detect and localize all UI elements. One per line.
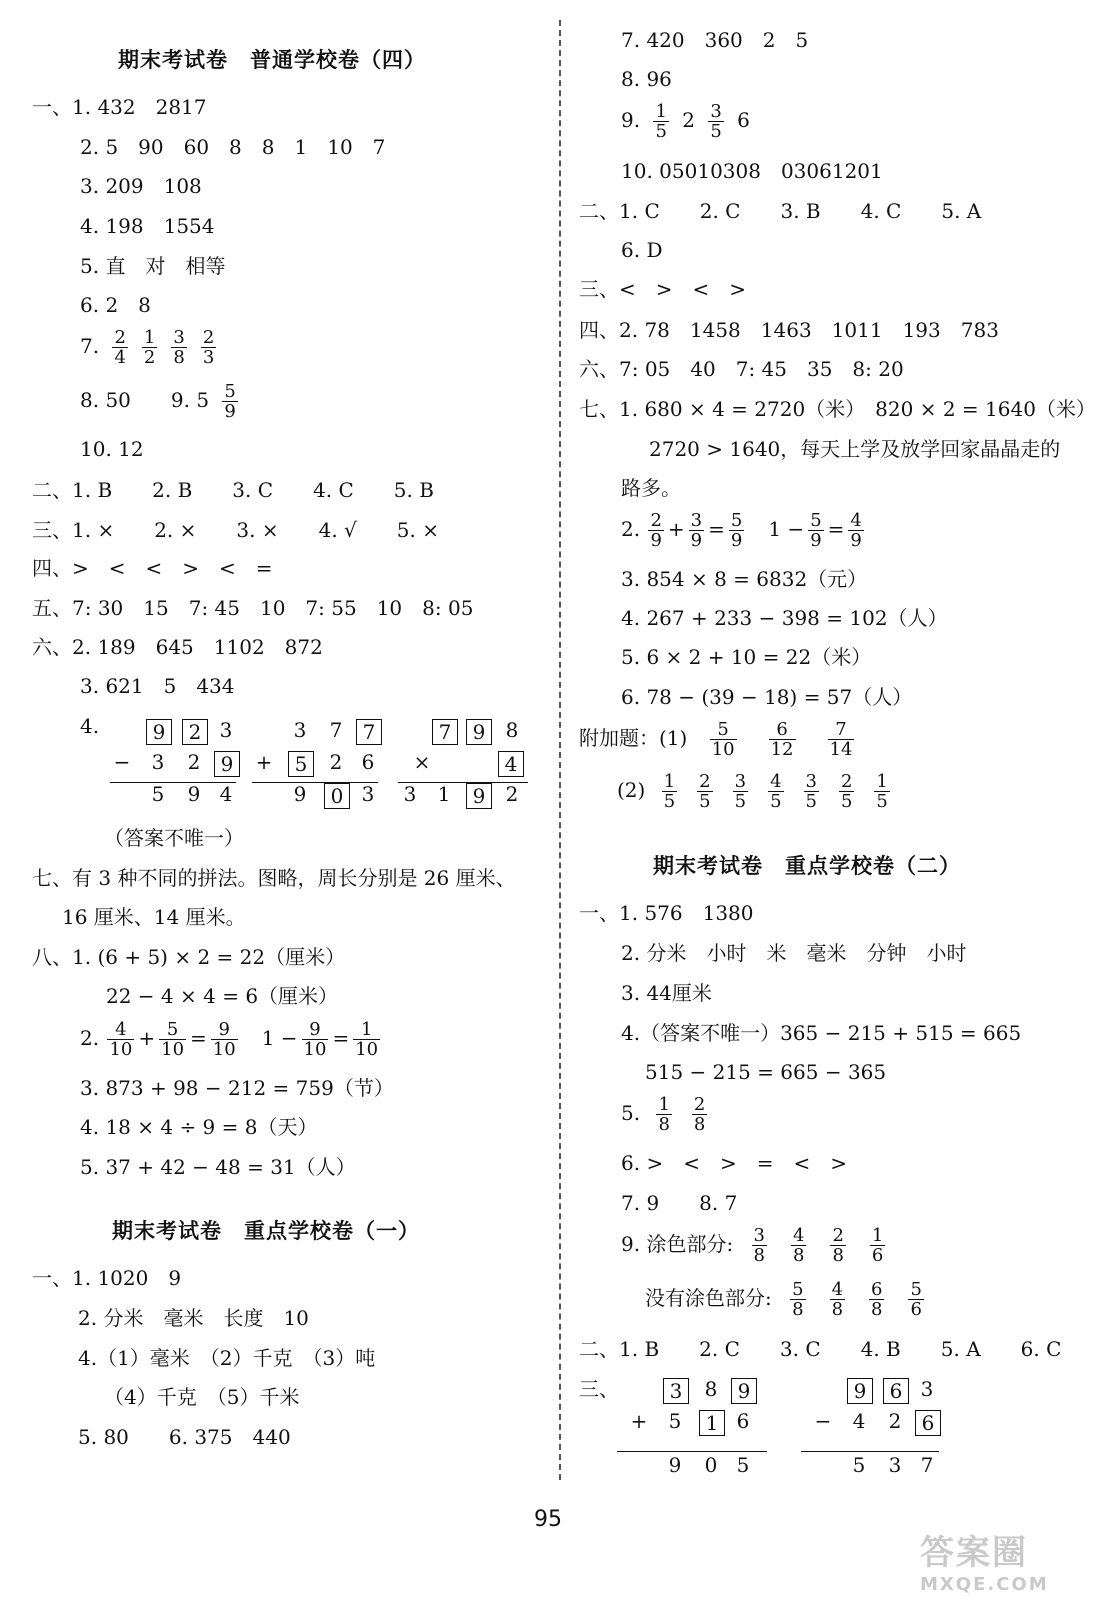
digit: 0: [704, 1453, 718, 1477]
answer-line: 2720 > 1640，每天上学及放学回家晶晶走的: [649, 437, 1061, 461]
answer-line: 四、2. 78 1458 1463 1011 193 783: [579, 318, 999, 342]
answer-line: 3. 873 + 98 − 212 = 759（节）: [80, 1076, 394, 1100]
answer-line: 2. 5 90 60 8 8 1 10 7: [80, 135, 386, 159]
fraction: $\frac{1}{6}$: [871, 1225, 884, 1266]
fraction: $\frac{2}{3}$: [202, 327, 215, 368]
answer-line: 7. 420 360 2 5: [621, 28, 809, 52]
fraction: $\frac{4}{8}$: [793, 1225, 805, 1266]
boxed-digit: 1: [699, 1410, 725, 1436]
fraction: $\frac{7}{14}$: [829, 719, 853, 760]
item-text: 没有涂色部分:: [645, 1286, 772, 1310]
fraction-group: [740, 1225, 898, 1266]
boxed-digit: 5: [288, 751, 314, 777]
operator: 1 −: [748, 517, 805, 541]
digit: 3: [920, 1377, 934, 1401]
digit: 2: [329, 750, 343, 774]
answer-line: 四、> < < > < =: [32, 556, 273, 580]
boxed-digit: 9: [146, 719, 172, 745]
calc-row: [811, 1375, 937, 1407]
operator: +: [667, 517, 685, 541]
fraction-group: [778, 1279, 936, 1320]
answer-line: 10. 12: [80, 437, 144, 461]
fraction: $\frac{5}{9}$: [810, 510, 822, 551]
answer-line: 4.（1）毫米 （2）千克 （3）吨: [78, 1346, 376, 1370]
answer-line: 六、7: 05 40 7: 45 35 8: 20: [579, 357, 904, 381]
answer-line: 4.: [80, 714, 100, 738]
answer-line: 515 − 215 = 665 − 365: [645, 1060, 887, 1084]
answer-line: 4. 198 1554: [80, 214, 215, 238]
answer-line: 路多。: [621, 476, 681, 500]
boxed-digit: 9: [466, 719, 492, 745]
item-text: 8. 50 9. 5: [80, 388, 210, 412]
digit: 1: [437, 782, 451, 806]
digit: −: [814, 1409, 832, 1433]
boxed-digit: 2: [182, 719, 208, 745]
item-text: (2): [617, 778, 646, 802]
answer-line: 2. 分米 小时 米 毫米 分钟 小时: [621, 941, 967, 965]
answer-line: （4）千克 （5）千米: [104, 1385, 300, 1409]
fraction-group: [652, 771, 900, 812]
digit: 7: [920, 1453, 934, 1477]
boxed-digit: 9: [466, 783, 492, 809]
answer-line: 4. 18 × 4 ÷ 9 = 8（天）: [80, 1115, 318, 1139]
answer-line: 6. > < > = < >: [621, 1151, 847, 1175]
fraction: $\frac{6}{12}$: [770, 719, 794, 760]
item-number: 2.: [621, 517, 641, 541]
vertical-calc-2: [252, 716, 378, 812]
digit: 9: [293, 782, 307, 806]
answer-line: 10. 05010308 03061201: [621, 159, 883, 183]
item-text: 附加题：(1): [579, 726, 688, 750]
fraction: $\frac{5}{10}$: [711, 719, 735, 760]
calc-row: [627, 1451, 753, 1483]
answer-line: 2. 分米 毫米 长度 10: [78, 1306, 309, 1330]
digit: 9: [187, 782, 201, 806]
vertical-calc-1: [110, 716, 236, 812]
section-title-1: 期末考试卷 普通学校卷（四）: [118, 48, 426, 72]
fraction: $\frac{9}{10}$: [303, 1019, 327, 1060]
digit: 4: [852, 1409, 866, 1433]
digit: 6: [736, 1409, 750, 1433]
answer-line: 6. D: [621, 238, 663, 262]
operator: 1 −: [241, 1026, 298, 1050]
fraction: $\frac{1}{5}$: [663, 771, 676, 812]
fraction: $\frac{3}{5}$: [805, 771, 817, 812]
digit: 8: [704, 1377, 718, 1401]
answer-line: 七、1. 680 × 4 = 2720（米） 820 × 2 = 1640（米）: [579, 397, 1096, 421]
fraction: $\frac{6}{8}$: [871, 1279, 883, 1320]
answer-line: 三、: [579, 1377, 619, 1401]
boxed-digit: 4: [498, 751, 524, 777]
operator: =: [190, 1026, 207, 1050]
fraction: $\frac{5}{9}$: [224, 381, 236, 422]
fraction: $\frac{3}{5}$: [710, 101, 722, 142]
answer-line: 六、2. 189 645 1102 872: [32, 635, 323, 659]
fraction-line: [80, 382, 245, 421]
fraction-group: [646, 1094, 717, 1135]
digit: 3: [293, 718, 307, 742]
digit: 5: [151, 782, 165, 806]
fraction-group: [694, 719, 871, 760]
fraction-group: [646, 510, 865, 551]
answer-line: 一、1. 576 1380: [579, 901, 754, 925]
digit: 2: [505, 782, 519, 806]
boxed-digit: 6: [915, 1410, 941, 1436]
calc-row: [627, 1407, 753, 1439]
digit: ×: [413, 750, 431, 774]
fraction-equation: [80, 1020, 382, 1059]
operator: =: [708, 517, 725, 541]
answer-line: 一、1. 1020 9: [32, 1266, 182, 1290]
answer-line: 三、< > < >: [579, 277, 747, 301]
fraction: $\frac{9}{10}$: [212, 1019, 236, 1060]
answer-line: 7. 9 8. 7: [621, 1191, 738, 1215]
boxed-digit: 7: [432, 719, 458, 745]
fraction: $\frac{3}{8}$: [173, 327, 185, 368]
boxed-digit: 9: [847, 1378, 873, 1404]
digit: 8: [505, 718, 519, 742]
section-title-3: 期末考试卷 重点学校卷（二）: [653, 854, 961, 878]
fraction-line: [617, 772, 900, 811]
fraction-equation: [621, 511, 866, 550]
fraction: $\frac{3}{9}$: [690, 510, 703, 551]
page-number: 95: [534, 1507, 562, 1532]
digit: 9: [668, 1453, 682, 1477]
answer-line: 一、1. 432 2817: [32, 95, 207, 119]
answer-line: 二、1. B 2. C 3. C 4. B 5. A 6. C: [579, 1337, 1062, 1361]
fraction-group: [105, 327, 223, 368]
item-number: 2.: [80, 1026, 100, 1050]
digit: 4: [219, 782, 233, 806]
answer-line: 6. 2 8: [80, 293, 151, 317]
item-number: 7.: [80, 334, 100, 358]
digit: 3: [361, 782, 375, 806]
digit: 3: [403, 782, 417, 806]
calc-row: [110, 716, 236, 748]
answer-line: 4. 267 + 233 − 398 = 102（人）: [621, 606, 948, 630]
digit: 3: [151, 750, 165, 774]
calc-row: [110, 748, 236, 780]
answer-line: 七、有 3 种不同的拼法。图略，周长分别是 26 厘米、: [32, 866, 516, 890]
fraction: $\frac{5}{10}$: [161, 1019, 185, 1060]
answer-line: 16 厘米、14 厘米。: [62, 905, 246, 929]
calc-row: [398, 748, 528, 780]
fraction: $\frac{4}{8}$: [831, 1279, 844, 1320]
digit: 2: [187, 750, 201, 774]
answer-note: （答案不唯一）: [104, 826, 244, 850]
item-text: 6: [737, 108, 750, 132]
fraction-line: [645, 1280, 936, 1319]
calc-row: [811, 1407, 937, 1439]
digit: 2: [888, 1409, 902, 1433]
item-number: 5.: [621, 1101, 641, 1125]
fraction: $\frac{3}{5}$: [734, 771, 747, 812]
fraction-line: [621, 1226, 897, 1265]
calc-row: [252, 748, 378, 780]
boxed-digit: 3: [663, 1378, 689, 1404]
item-text: 9. 涂色部分:: [621, 1232, 734, 1256]
fraction: $\frac{1}{10}$: [355, 1019, 379, 1060]
answer-line: 3. 44厘米: [621, 981, 712, 1005]
digit: +: [630, 1409, 648, 1433]
digit: 5: [668, 1409, 682, 1433]
answer-line: 二、1. B 2. B 3. C 4. C 5. B: [32, 478, 434, 502]
answer-line: 3. 209 108: [80, 174, 202, 198]
vertical-calc-5: [811, 1375, 937, 1483]
fraction: $\frac{2}{4}$: [114, 327, 126, 368]
digit: 6: [361, 750, 375, 774]
fraction-line: [621, 102, 750, 141]
fraction-line: [621, 1095, 717, 1134]
answer-line: 五、7: 30 15 7: 45 10 7: 55 10 8: 05: [32, 596, 474, 620]
digit: 5: [852, 1453, 866, 1477]
answer-line: 三、1. × 2. × 3. × 4. √ 5. ×: [32, 518, 439, 542]
digit: −: [113, 750, 131, 774]
fraction: $\frac{2}{8}$: [832, 1225, 844, 1266]
calc-row: [252, 780, 378, 812]
boxed-digit: 0: [324, 783, 350, 809]
watermark-logo: [920, 1525, 1100, 1595]
calc-row: [110, 780, 236, 812]
digit: 7: [329, 718, 343, 742]
calc-row: [398, 716, 528, 748]
section-title-2: 期末考试卷 重点学校卷（一）: [112, 1219, 420, 1243]
operator: =: [827, 517, 845, 541]
operator: =: [332, 1026, 350, 1050]
fraction: $\frac{4}{5}$: [770, 771, 782, 812]
fraction: $\frac{1}{5}$: [655, 101, 667, 142]
digit: 5: [736, 1453, 750, 1477]
vertical-calc-4: [627, 1375, 753, 1483]
operator: +: [138, 1026, 156, 1050]
answer-line: 八、1. (6 + 5) × 2 = 22（厘米）: [32, 945, 346, 969]
column-divider: [559, 20, 561, 1480]
answer-line: 22 − 4 × 4 = 6（厘米）: [106, 984, 339, 1008]
answer-line: 8. 96: [621, 67, 672, 91]
calc-row: [398, 780, 528, 812]
fraction-group: [215, 381, 244, 422]
boxed-digit: 7: [356, 719, 382, 745]
fraction: $\frac{2}{5}$: [840, 771, 853, 812]
fraction: $\frac{2}{8}$: [693, 1094, 706, 1135]
calc-row: [252, 716, 378, 748]
fraction: $\frac{5}{9}$: [730, 510, 743, 551]
fraction: $\frac{1}{2}$: [143, 327, 156, 368]
digit: +: [255, 750, 273, 774]
fraction: $\frac{4}{9}$: [850, 510, 862, 551]
answer-line: 6. 78 − (39 − 18) = 57（人）: [621, 685, 913, 709]
answer-line: 5. 37 + 42 − 48 = 31（人）: [80, 1155, 356, 1179]
item-number: 9.: [621, 108, 641, 132]
fraction: $\frac{1}{5}$: [876, 771, 888, 812]
digit: 3: [888, 1453, 902, 1477]
boxed-digit: 9: [731, 1378, 757, 1404]
watermark-url: MXQE.COM: [920, 1574, 1049, 1595]
answer-line: 5. 80 6. 375 440: [78, 1425, 291, 1449]
answer-line: 5. 直 对 相等: [80, 254, 226, 278]
fraction: $\frac{4}{10}$: [109, 1019, 133, 1060]
answer-line: 3. 854 × 8 = 6832（元）: [621, 567, 868, 591]
vertical-calc-3: [398, 716, 528, 812]
fraction-line: [579, 720, 870, 759]
boxed-digit: 6: [883, 1378, 909, 1404]
fraction: $\frac{3}{8}$: [753, 1225, 765, 1266]
answer-line: 4.（答案不唯一）365 − 215 + 515 = 665: [621, 1021, 1022, 1045]
fraction-group: [105, 1019, 382, 1060]
boxed-digit: 9: [214, 751, 240, 777]
calc-row: [627, 1375, 753, 1407]
answer-line: 二、1. C 2. C 3. B 4. C 5. A: [579, 199, 982, 223]
digit: 3: [219, 718, 233, 742]
fraction-line: [80, 328, 223, 367]
fraction: $\frac{5}{8}$: [792, 1279, 804, 1320]
answer-line: 5. 6 × 2 + 10 = 22（米）: [621, 645, 872, 669]
fraction: $\frac{2}{5}$: [699, 771, 711, 812]
watermark-text: 答案圈: [920, 1533, 1028, 1573]
item-text: 2: [682, 108, 695, 132]
fraction: $\frac{2}{9}$: [650, 510, 662, 551]
answer-line: 3. 621 5 434: [80, 674, 235, 698]
calc-row: [811, 1451, 937, 1483]
fraction: $\frac{1}{8}$: [658, 1094, 670, 1135]
fraction: $\frac{5}{6}$: [910, 1279, 922, 1320]
